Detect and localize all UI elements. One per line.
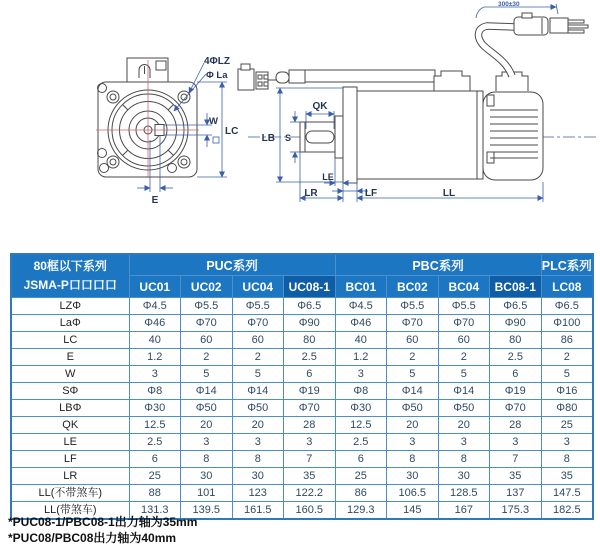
spec-cell: Φ14 xyxy=(387,383,439,400)
model-header-bc01: BC01 xyxy=(335,276,387,298)
spec-cell: 131.3 xyxy=(129,502,181,520)
label-lr: LR xyxy=(304,188,318,199)
spec-cell: 7 xyxy=(284,451,336,468)
power-connector xyxy=(514,13,588,35)
series-header-pbc: PBC系列 xyxy=(335,254,541,276)
spec-cell: 1.2 xyxy=(335,349,387,366)
label-lc: LC xyxy=(225,126,239,137)
spec-cell: 20 xyxy=(232,417,284,434)
spec-cell: Φ50 xyxy=(181,400,233,417)
label-qk: QK xyxy=(312,101,328,112)
model-header-bc04: BC04 xyxy=(438,276,490,298)
terminal-box xyxy=(127,58,168,82)
table-row xyxy=(11,332,593,349)
corner-line1: 80框以下系列 xyxy=(33,259,107,274)
spec-cell: 123 xyxy=(232,485,284,502)
spec-cell: 88 xyxy=(129,485,181,502)
spec-cell: Φ8 xyxy=(129,383,181,400)
spec-cell: Φ4.5 xyxy=(129,298,181,315)
motor-body xyxy=(357,91,477,179)
encoder-cable xyxy=(276,70,435,83)
spec-cell: 5 xyxy=(387,366,439,383)
spec-cell: 8 xyxy=(541,451,593,468)
spec-cell: 30 xyxy=(181,468,233,485)
footnotes xyxy=(8,514,197,546)
label-lf: LF xyxy=(364,188,378,199)
spec-cell: Φ70 xyxy=(284,400,336,417)
spec-cell: 28 xyxy=(284,417,336,434)
flange-square xyxy=(98,82,197,177)
spec-cell: 3 xyxy=(438,434,490,451)
spec-cell: 2.5 xyxy=(284,349,336,366)
spec-cell: Φ19 xyxy=(490,383,542,400)
spec-cell: 2 xyxy=(438,349,490,366)
spec-cell: 5 xyxy=(541,366,593,383)
spec-cell: 137 xyxy=(490,485,542,502)
corner-line2: JSMA-P口口口口 xyxy=(23,278,117,292)
model-header-uc08-1: UC08-1 xyxy=(284,276,336,298)
spec-cell: 80 xyxy=(490,332,542,349)
spec-cell: 20 xyxy=(438,417,490,434)
row-label: LF xyxy=(11,451,129,468)
shaft xyxy=(300,116,343,158)
model-header-lc08: LC08 xyxy=(541,276,593,298)
spec-cell: 8 xyxy=(387,451,439,468)
model-header-bc08-1: BC08-1 xyxy=(490,276,542,298)
spec-cell: 5 xyxy=(181,366,233,383)
spec-cell: 35 xyxy=(541,468,593,485)
label-4philz: 4ΦLZ xyxy=(204,56,230,67)
spec-cell: 167 xyxy=(438,502,490,520)
spec-cell: 161.5 xyxy=(232,502,284,520)
spec-cell: 2.5 xyxy=(490,349,542,366)
spec-cell: 35 xyxy=(490,468,542,485)
spec-cell: Φ8 xyxy=(335,383,387,400)
spec-cell: 101 xyxy=(181,485,233,502)
spec-table xyxy=(10,253,594,520)
table-row xyxy=(11,366,593,383)
series-header-row xyxy=(11,254,593,276)
label-e: E xyxy=(151,195,159,206)
spec-cell: 86 xyxy=(335,485,387,502)
footnote-2: *PUC08/PBC08出力轴为40mm xyxy=(8,531,177,546)
table-row xyxy=(11,298,593,315)
spec-cell: 182.5 xyxy=(541,502,593,520)
spec-cell: 30 xyxy=(232,468,284,485)
technical-drawing xyxy=(0,0,600,250)
encoder-connector xyxy=(238,64,276,90)
spec-cell: Φ14 xyxy=(438,383,490,400)
spec-cell: 2 xyxy=(541,349,593,366)
row-label: E xyxy=(11,349,129,366)
spec-cell: 175.3 xyxy=(490,502,542,520)
label-lb: LB xyxy=(261,133,275,144)
spec-cell: Φ70 xyxy=(387,315,439,332)
spec-cell: 2.5 xyxy=(335,434,387,451)
spec-cell: 25 xyxy=(541,417,593,434)
spec-cell: 128.5 xyxy=(438,485,490,502)
spec-cell: 3 xyxy=(541,434,593,451)
spec-cell: Φ14 xyxy=(232,383,284,400)
spec-cell: 3 xyxy=(490,434,542,451)
spec-cell: 6 xyxy=(129,451,181,468)
row-label: W xyxy=(11,366,129,383)
label-s: S xyxy=(284,133,292,143)
spec-cell: 160.5 xyxy=(284,502,336,520)
spec-cell: Φ30 xyxy=(129,400,181,417)
label-ll: LL xyxy=(442,188,456,199)
label-w: W xyxy=(209,116,218,127)
spec-cell: Φ50 xyxy=(232,400,284,417)
spec-cell: Φ5.5 xyxy=(181,298,233,315)
table-row xyxy=(11,468,593,485)
spec-cell: Φ50 xyxy=(438,400,490,417)
spec-cell: 3 xyxy=(232,434,284,451)
spec-cell: Φ30 xyxy=(335,400,387,417)
model-header-uc02: UC02 xyxy=(181,276,233,298)
spec-cell: 145 xyxy=(387,502,439,520)
spec-cell: 3 xyxy=(387,434,439,451)
spec-cell: 129.3 xyxy=(335,502,387,520)
spec-cell: 6 xyxy=(335,451,387,468)
label-phila: Φ La xyxy=(206,70,228,81)
spec-cell: 35 xyxy=(284,468,336,485)
cable-bracket-left xyxy=(434,71,470,91)
motor-side-view xyxy=(238,1,597,202)
spec-cell: 122.2 xyxy=(284,485,336,502)
spec-cell: Φ16 xyxy=(541,383,593,400)
table-row xyxy=(11,451,593,468)
row-label: LZΦ xyxy=(11,298,129,315)
spec-cell: 5 xyxy=(438,366,490,383)
table-row xyxy=(11,485,593,502)
table-row xyxy=(11,383,593,400)
spec-cell: 80 xyxy=(284,332,336,349)
series-header-puc: PUC系列 xyxy=(129,254,335,276)
spec-cell: 20 xyxy=(387,417,439,434)
table-row xyxy=(11,315,593,332)
spec-cell: Φ46 xyxy=(335,315,387,332)
spec-cell: Φ90 xyxy=(490,315,542,332)
spec-cell: 12.5 xyxy=(129,417,181,434)
spec-cell: 1.2 xyxy=(129,349,181,366)
spec-cell: Φ70 xyxy=(438,315,490,332)
spec-cell: 3 xyxy=(129,366,181,383)
spec-cell: Φ5.5 xyxy=(232,298,284,315)
spec-cell: 86 xyxy=(541,332,593,349)
spec-cell: 6 xyxy=(490,366,542,383)
rear-housing xyxy=(483,92,543,180)
spec-cell: Φ70 xyxy=(232,315,284,332)
spec-cell: 25 xyxy=(335,468,387,485)
spec-cell: 25 xyxy=(129,468,181,485)
row-label: LaΦ xyxy=(11,315,129,332)
spec-cell: 8 xyxy=(438,451,490,468)
spec-cell: 20 xyxy=(181,417,233,434)
row-label: LR xyxy=(11,468,129,485)
spec-table-body xyxy=(11,298,593,520)
row-label: LL(不带煞车) xyxy=(11,485,129,502)
table-corner-header xyxy=(11,254,129,298)
label-le: LE xyxy=(322,172,334,182)
spec-cell: 2.5 xyxy=(129,434,181,451)
spec-cell: 5 xyxy=(232,366,284,383)
row-label: QK xyxy=(11,417,129,434)
spec-cell: Φ90 xyxy=(284,315,336,332)
spec-cell: 147.5 xyxy=(541,485,593,502)
row-label: LE xyxy=(11,434,129,451)
spec-cell: 3 xyxy=(335,366,387,383)
table-row xyxy=(11,400,593,417)
spec-cell: Φ4.5 xyxy=(335,298,387,315)
spec-cell: 2 xyxy=(387,349,439,366)
spec-cell: 60 xyxy=(181,332,233,349)
row-label: SΦ xyxy=(11,383,129,400)
spec-cell: Φ6.5 xyxy=(541,298,593,315)
spec-cell: Φ80 xyxy=(541,400,593,417)
table-row xyxy=(11,434,593,451)
spec-cell: 12.5 xyxy=(335,417,387,434)
table-row xyxy=(11,417,593,434)
side-flange xyxy=(343,87,357,183)
spec-cell: Φ14 xyxy=(181,383,233,400)
spec-cell: 60 xyxy=(232,332,284,349)
spec-cell: 40 xyxy=(335,332,387,349)
spec-cell: 28 xyxy=(490,417,542,434)
row-label: LL(带煞车) xyxy=(11,502,129,520)
spec-cell: 8 xyxy=(181,451,233,468)
body-joint xyxy=(477,91,483,179)
spec-cell: 2 xyxy=(181,349,233,366)
spec-cell: 60 xyxy=(387,332,439,349)
spec-cell: Φ70 xyxy=(490,400,542,417)
spec-cell: Φ5.5 xyxy=(438,298,490,315)
model-header-bc02: BC02 xyxy=(387,276,439,298)
spec-cell: 30 xyxy=(387,468,439,485)
spec-cell: Φ70 xyxy=(181,315,233,332)
spec-cell: Φ6.5 xyxy=(284,298,336,315)
spec-cell: 6 xyxy=(284,366,336,383)
spec-cell: Φ5.5 xyxy=(387,298,439,315)
spec-cell: 106.5 xyxy=(387,485,439,502)
spec-cell: Φ50 xyxy=(387,400,439,417)
series-header-plc: PLC系列 xyxy=(541,254,593,276)
spec-cell: Φ19 xyxy=(284,383,336,400)
spec-table-container xyxy=(10,253,592,520)
footnote-1: *PUC08-1/PBC08-1出力轴为35mm xyxy=(8,515,198,529)
spec-cell: 3 xyxy=(284,434,336,451)
spec-cell: Φ6.5 xyxy=(490,298,542,315)
spec-cell: 30 xyxy=(438,468,490,485)
spec-cell: 60 xyxy=(438,332,490,349)
row-label: LC xyxy=(11,332,129,349)
motor-front-view xyxy=(96,56,238,206)
spec-cell: 139.5 xyxy=(181,502,233,520)
spec-cell: 40 xyxy=(129,332,181,349)
spec-cell: 3 xyxy=(181,434,233,451)
model-header-uc01: UC01 xyxy=(129,276,181,298)
label-cable-dim: 300±30 xyxy=(498,1,520,8)
table-row xyxy=(11,349,593,366)
power-cable xyxy=(478,26,516,76)
spec-cell: Φ46 xyxy=(129,315,181,332)
spec-cell: Φ100 xyxy=(541,315,593,332)
spec-cell: 7 xyxy=(490,451,542,468)
spec-cell: 8 xyxy=(232,451,284,468)
row-label: LBΦ xyxy=(11,400,129,417)
spec-cell: 2 xyxy=(232,349,284,366)
model-header-uc04: UC04 xyxy=(232,276,284,298)
